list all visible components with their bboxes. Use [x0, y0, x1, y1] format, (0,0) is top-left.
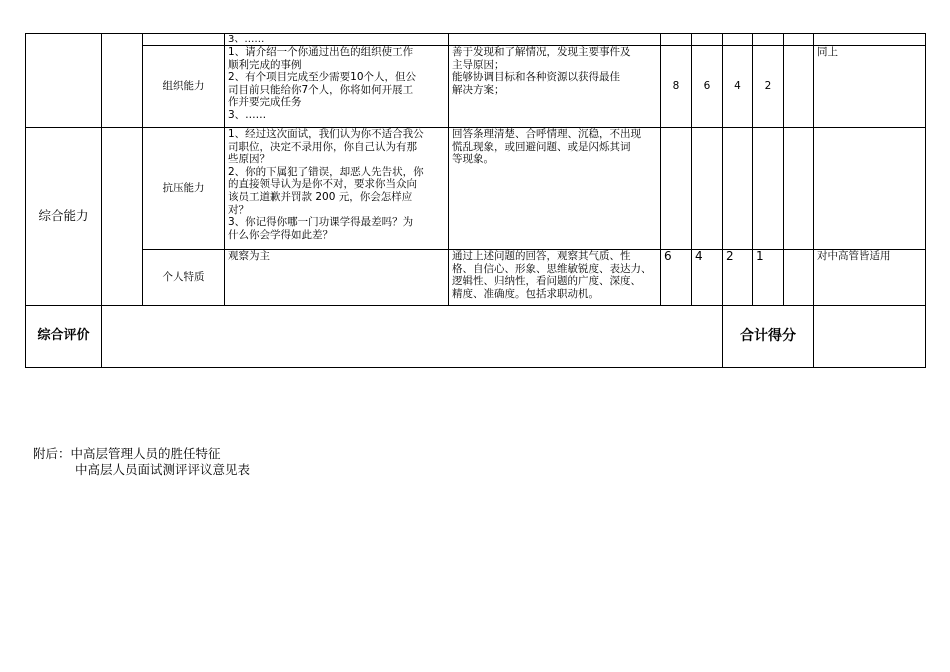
table-row [26, 46, 926, 128]
evaluation-table [25, 33, 926, 368]
criteria-line: 通过上述问题的回答，观察其气质、性 [452, 250, 631, 262]
subcategory-cell-prev [102, 34, 143, 128]
question-line: 司目前只能给你7个人，你将如何开展工 [228, 83, 414, 96]
score-cell: 6 [692, 46, 723, 128]
score-cell: 8 [661, 46, 692, 128]
score-cell: 6 [661, 250, 692, 306]
score-cell: 2 [723, 250, 753, 306]
question-cell [225, 250, 449, 306]
question-cell-prev [225, 34, 449, 46]
question-line: 顺利完成的事例 [228, 58, 302, 71]
question-line: 作并要完成任务 [228, 96, 302, 109]
table-row [26, 128, 926, 250]
total-score-cell[interactable] [814, 306, 926, 368]
question-line: 2、你的下属犯了错误，却恶人先告状，你 [228, 165, 424, 178]
criteria-line: 精度、准确度。包括求职动机。 [452, 287, 599, 300]
question-line: 的直接领导认为是你不对，要求你当众向 [228, 178, 417, 191]
criteria-line: 等现象。 [452, 153, 494, 166]
note-cell: 对中高管皆适用 [814, 250, 926, 306]
score-cell: 2 [753, 46, 784, 128]
question-line: 1、经过这次面试，我们认为你不适合我公 [228, 128, 424, 140]
note-cell: 同上 [814, 46, 926, 128]
score-cell: 4 [692, 250, 723, 306]
question-line: 2、有个项目完成至少需要10个人，但公 [228, 71, 417, 84]
criteria-cell [449, 46, 661, 128]
criteria-cell [449, 250, 661, 306]
criteria-line: 善于发现和了解情况，发现主要事件及 [452, 46, 631, 58]
criteria-line: 慌乱现象，或回避问题、或是闪烁其词 [452, 140, 631, 153]
score-cell-empty [784, 250, 814, 306]
table-row [26, 34, 926, 46]
question-cell [225, 46, 449, 128]
ability-cell: 抗压能力 [143, 128, 225, 250]
score-cell: 1 [753, 250, 784, 306]
table-row [26, 306, 926, 368]
summary-input-cell[interactable] [102, 306, 723, 368]
criteria-line: 格、自信心、形象、思维敏锐度、表达力、 [452, 262, 652, 275]
table-row [26, 250, 926, 306]
criteria-line: 主导原因； [452, 58, 505, 71]
criteria-line: 回答条理清楚、合呼情理、沉稳，不出现 [452, 128, 641, 140]
ability-cell: 组织能力 [143, 46, 225, 128]
category-cell: 综合能力 [26, 128, 102, 306]
summary-label: 综合评价 [26, 306, 102, 368]
subcategory-cell [102, 128, 143, 306]
criteria-line: 能够协调目标和各种资源以获得最佳 [452, 71, 620, 84]
criteria-line: 解决方案； [452, 83, 505, 96]
question-line: 些原因？ [228, 153, 270, 166]
question-line: 观察为主 [228, 250, 270, 262]
question-line: 什么你会学得如此差？ [228, 228, 333, 241]
ability-cell-prev [143, 34, 225, 46]
question-line: 对？ [228, 203, 249, 216]
appendix-line-2: 中高层人员面试测评评议意见表 [75, 462, 251, 477]
question-cell [225, 128, 449, 250]
criteria-line: 逻辑性、归纳性，看问题的广度、深度、 [452, 275, 641, 288]
question-line: 司职位，决定不录用你，你自己认为有那 [228, 140, 417, 153]
question-line: 1、请介绍一个你通过出色的组织使工作 [228, 46, 414, 58]
criteria-cell [449, 128, 661, 250]
total-score-label: 合计得分 [723, 306, 814, 368]
question-line: 3、你记得你哪一门功课学得最差吗？为 [228, 216, 414, 229]
score-cell-empty [784, 46, 814, 128]
ability-cell: 个人特质 [143, 250, 225, 306]
question-text: 3、…… [228, 34, 265, 45]
appendix-line-1: 附后：中高层管理人员的胜任特征 [33, 446, 221, 461]
score-cell: 4 [723, 46, 753, 128]
appendix-note [33, 446, 250, 478]
question-line: 该员工道歉并罚款 200 元，你会怎样应 [228, 190, 413, 203]
question-line: 3、…… [228, 108, 267, 121]
category-cell-prev [26, 34, 102, 128]
